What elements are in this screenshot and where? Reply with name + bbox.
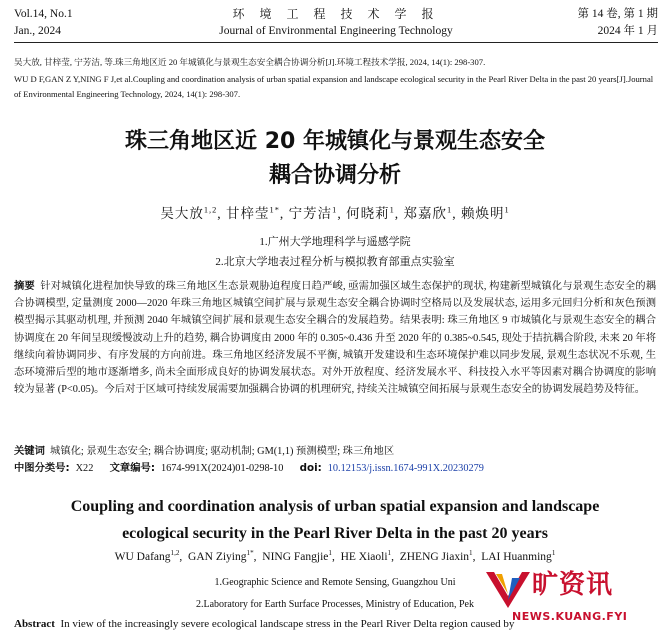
author-en: GAN Ziying$^{1*}$ (188, 549, 254, 563)
abstract-en-text: In view of the increasingly severe ecological landscape stress in the Pearl River Delta region caused by (60, 618, 515, 630)
citation-en: WU D F,GAN Z Y,NING F J,et al.Coupling and coordination analysis of urban spatial expansion and landscape ecological security in the Pearl River Delta in the past 20 years[J].Journal of Environmental Engineering Technology, 2024, 14(1): 298-307. (14, 74, 654, 99)
citation-cn: 吴大放, 甘梓莹, 宁芳洁, 等.珠三角地区近 20 年城镇化与景观生态安全耦合协调分析[J].环境工程技术学报, 2024, 14(1): 298-307. (14, 57, 486, 67)
author-en: WU Dafang$^{1,2}$ (114, 549, 180, 563)
keywords-block (14, 443, 656, 477)
date-cn-label: 2024 年 1 月 (597, 25, 658, 37)
doi-link[interactable]: 10.12153/j.issn.1674-991X.20230279 (327, 463, 484, 474)
title-cn-line2: 耦合协调分析 (268, 163, 401, 188)
journal-name-en: Journal of Environmental Engineering Technology (219, 25, 453, 37)
keywords-label: 关键词 (14, 445, 45, 457)
header-right (578, 6, 659, 40)
title-cn-line1: 珠三角地区近 20 年城镇化与景观生态安全 (125, 129, 545, 154)
clc-value: X22 (75, 463, 94, 474)
author-cn: 赖焕明$^1$ (460, 205, 510, 221)
doi-label: doi: (299, 462, 322, 474)
watermark-text: 旷资讯 (532, 570, 614, 600)
author-cn: 宁芳洁$^1$ (288, 205, 338, 221)
date-en-label: Jan., 2024 (14, 25, 61, 37)
author-list-cn: 吴大放$^{1,2}$, 甘梓莹$^{1*}$, 宁芳洁$^1$, 何晓莉$^1$, 郑嘉欣$^1$, 赖焕明$^1$ (160, 205, 510, 221)
author-en: LAI Huanming$^1$ (481, 549, 556, 563)
affiliations-cn (0, 232, 670, 272)
author-cn: 吴大放$^{1,2}$ (160, 205, 218, 221)
article-no-value: 1674-991X(2024)01-0298-10 (160, 463, 284, 474)
issue-cn-label: 第 14 卷, 第 1 期 (577, 8, 658, 20)
title-en-line1: Coupling and coordination analysis of urban spatial expansion and landscape (70, 498, 600, 515)
title-en-line2: ecological security in the Pearl River Delta in the past 20 years (122, 525, 548, 542)
abstract-cn (14, 278, 656, 398)
watermark-logo-icon (482, 568, 534, 612)
author-en: ZHENG Jiaxin$^1$ (399, 549, 473, 563)
author-cn: 郑嘉欣$^1$ (403, 205, 453, 221)
clc-label: 中图分类号: (14, 462, 70, 474)
journal-header (14, 6, 658, 42)
paper-title-en (10, 493, 660, 547)
paper-title-cn (0, 125, 670, 193)
journal-name-cn: 环 境 工 程 技 术 学 报 (232, 7, 440, 21)
author-cn: 甘梓莹$^{1*}$ (226, 205, 280, 221)
affiliation-en: 1.Geographic Science and Remote Sensing, Guangzhou Uni (214, 577, 456, 588)
watermark-url: NEWS.KUANG.FYI (512, 610, 628, 623)
abstract-cn-text: 针对城镇化进程加快导致的珠三角地区生态景观胁迫程度日趋严峻, 亟需加强区域生态保护的现状, 构建新型城镇化与景观生态安全的耦合协调模型, 定量测度 2000—2020 年珠三角地区城镇空间扩展与景观生态安全耦合协调时空格局以及发展状态, 运用多元回归分析和灰色预测模型揭示其驱动机理, 并预测 2040 年城镇空间扩展和景观生态安全耦合的发展趋势。结果表明: 珠三角地区 9 市城镇化与景观生态安全的耦合协调度在 20 年间呈现缓慢波动上升的趋势, 耦合协调度由 2000 年的 0.305~0.436 升至 2020 年的 0.385~0.545, 现处于拮抗耦合阶段, 未来 20 年将继续向着协调同步、有序发展的方向前进。珠三角地区经济发展不平衡, 城镇开发建设和生态环境保护难以同步发展, 景观生态状况不乐观, 生态环境滞后型的地市逐渐增多, 尚未全面形成良好的协调发展状态。对外开放程度、经济发展水平、科技投入水平等因素对耦合协调度的影响较为显著 (P<0.05)。今后对于区域可持续发展需要加强耦合协调的机理研究, 持续关注城镇空间拓展与景观生态安全的协调发展趋势及特征。 (14, 281, 657, 396)
keywords-text: 城镇化; 景观生态安全; 耦合协调度; 驱动机制; GM(1,1) 预测模型; 珠三角地区 (50, 446, 395, 457)
header-divider (14, 42, 658, 43)
citation-block (14, 55, 654, 104)
abstract-cn-label: 摘要 (14, 280, 35, 292)
article-no-label: 文章编号: (109, 462, 155, 474)
author-cn: 何晓莉$^1$ (346, 205, 395, 221)
author-en: NING Fangjie$^1$ (262, 549, 332, 563)
volume-label: Vol.14, No.1 (14, 8, 73, 20)
author-en: HE Xiaoli$^1$ (340, 549, 392, 563)
author-list-en: WU Dafang$^{1,2}$, GAN Ziying$^{1*}$, NING Fangjie$^1$, HE Xiaoli$^1$, ZHENG Jiaxin$^1$, LAI Huanming$^1$ (114, 549, 556, 563)
site-watermark (482, 560, 666, 628)
abstract-en-label: Abstract (14, 618, 55, 630)
affiliation-cn: 2.北京大学地表过程分析与模拟教育部重点实验室 (215, 256, 455, 268)
affiliation-en: 2.Laboratory for Earth Surface Processes, Ministry of Education, Pek (196, 599, 474, 610)
header-center (14, 6, 658, 40)
affiliation-cn: 1.广州大学地理科学与遥感学院 (259, 236, 411, 248)
